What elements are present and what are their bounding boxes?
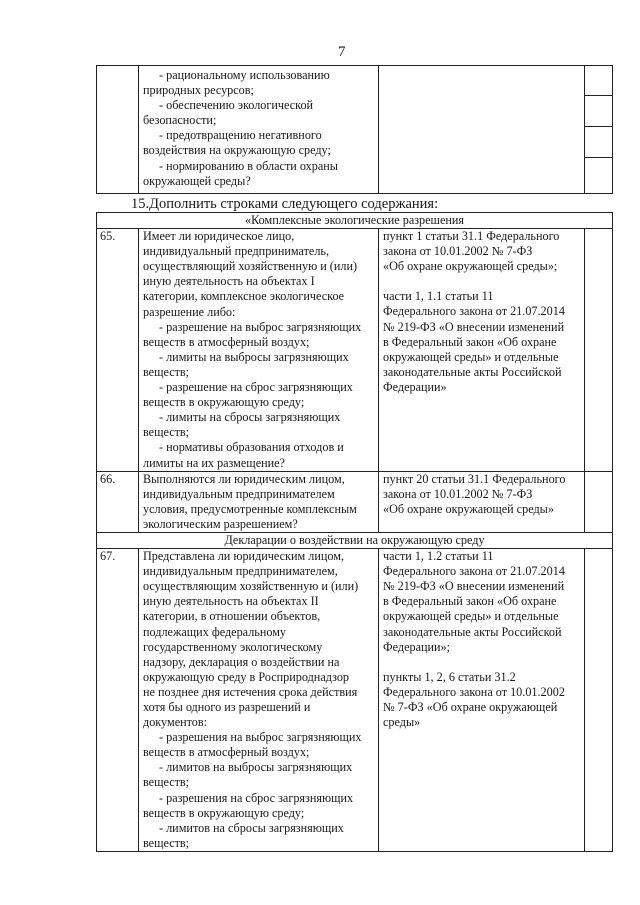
check-cell — [585, 549, 613, 852]
ref-line: окружающей среды» и отдельные — [383, 609, 559, 624]
q-line: - лимиты на сбросы загрязняющих — [159, 410, 341, 425]
top-line-1: - рациональному использованию — [159, 68, 330, 82]
top-line-8: окружающей среды? — [143, 173, 251, 188]
q-line: индивидуальным предпринимателем — [143, 486, 335, 501]
ref-line: Федерального закона от 21.07.2014 — [383, 564, 565, 579]
ref-gap — [383, 655, 580, 670]
question-cell — [139, 471, 379, 532]
table-row — [97, 549, 613, 852]
ref-gap — [383, 274, 580, 289]
top-line-2: природных ресурсов; — [143, 83, 254, 98]
ref-line: № 219-ФЗ «О внесении изменений — [383, 319, 565, 334]
q-line: государственному экологическому — [143, 639, 323, 654]
ref-line: закона от 10.01.2002 № 7-ФЗ — [383, 244, 533, 259]
top-line-7: - нормированию в области охраны — [159, 158, 338, 173]
ref-line: в Федеральный закон «Об охране — [383, 594, 557, 609]
ref-line: закона от 10.01.2002 № 7-ФЗ — [383, 486, 533, 501]
page-number: 7 — [338, 44, 346, 60]
q-line: - разрешения на выброс загрязняющих — [159, 730, 362, 745]
q-line: не позднее дня истечения срока действия — [143, 684, 358, 699]
row-number: 67. — [97, 549, 139, 852]
ref-line: законодательные акты Российской — [383, 364, 562, 379]
ref-line: окружающей среды» и отдельные — [383, 349, 559, 364]
ref-line: части 1, 1.2 статьи 11 — [383, 549, 494, 564]
check-cell — [585, 229, 613, 472]
q-line: окружающую среду в Росприроднадзор — [143, 669, 350, 684]
q-line: веществ; — [143, 775, 190, 790]
q-line: категории, в отношении объектов, — [143, 609, 321, 624]
main-table — [96, 212, 613, 852]
row-number: 66. — [97, 471, 139, 532]
q-line: веществ; — [143, 835, 190, 850]
ref-line: части 1, 1.1 статьи 11 — [383, 289, 494, 304]
top-table-check-cell-3 — [585, 127, 613, 158]
section-row-declarations — [97, 532, 613, 548]
ref-line: Федерального закона от 21.07.2014 — [383, 304, 565, 319]
q-line: лимиты на их размещение? — [143, 455, 285, 470]
q-line: экологическим разрешением? — [143, 516, 298, 531]
top-line-3: - обеспечению экологической — [159, 98, 314, 113]
q-line: веществ в атмосферный воздух; — [143, 745, 310, 760]
reference-cell — [379, 471, 585, 532]
q-line: разрешение либо: — [143, 304, 236, 319]
ref-line: Федерации»; — [383, 639, 451, 654]
q-line: веществ в окружающую среду; — [143, 805, 305, 820]
q-line: - разрешение на выброс загрязняющих — [159, 319, 362, 334]
q-line: - нормативы образования отходов и — [159, 440, 344, 455]
section-title-permits: «Комплексные экологические разрешения — [97, 213, 613, 229]
question-cell — [139, 229, 379, 472]
q-line: условия, предусмотренные комплексным — [143, 501, 357, 516]
q-line: - лимиты на выбросы загрязняющих — [159, 349, 349, 364]
q-line: документов: — [143, 715, 208, 730]
q-line: Выполняются ли юридическим лицом, — [143, 471, 345, 486]
q-line: иную деятельность на объектах II — [143, 594, 319, 609]
check-cell — [585, 471, 613, 532]
table-row — [97, 229, 613, 472]
q-line: веществ; — [143, 364, 190, 379]
top-table-check-cell-4 — [585, 158, 613, 194]
top-line-6: воздействия на окружающую среду; — [143, 143, 331, 158]
ref-line: в Федеральный закон «Об охране — [383, 334, 557, 349]
top-table-ref-cell — [379, 66, 585, 194]
top-line-5: - предотвращению негативного — [159, 128, 322, 143]
ref-line: «Об охране окружающей среды» — [383, 501, 554, 516]
q-line: веществ в окружающую среду; — [143, 395, 305, 410]
q-line: надзору, декларация о воздействии на — [143, 654, 340, 669]
section-row-permits — [97, 213, 613, 229]
top-table-check-cell-2 — [585, 96, 613, 127]
section-heading: 15.Дополнить строками следующего содержания: — [131, 196, 439, 212]
top-table-text-cell — [139, 66, 379, 194]
row-number: 65. — [97, 229, 139, 472]
question-cell — [139, 549, 379, 852]
table-row — [97, 471, 613, 532]
ref-line: № 219-ФЗ «О внесении изменений — [383, 579, 565, 594]
q-line: - разрешения на сброс загрязняющих — [159, 790, 354, 805]
ref-line: пункт 20 статьи 31.1 Федерального — [383, 471, 566, 486]
q-line: веществ в атмосферный воздух; — [143, 334, 310, 349]
ref-line: пункты 1, 2, 6 статьи 31.2 — [383, 669, 516, 684]
top-table-check-cell-1 — [585, 66, 613, 96]
q-line: категории, комплексное экологическое — [143, 289, 345, 304]
q-line: индивидуальный предприниматель, — [143, 244, 330, 259]
q-line: - лимитов на сбросы загрязняющих — [159, 820, 344, 835]
q-line: подлежащих федеральному — [143, 624, 287, 639]
ref-line: пункт 1 статьи 31.1 Федерального — [383, 229, 560, 244]
q-line: хотя бы одного из разрешений и — [143, 700, 311, 714]
top-table — [96, 65, 613, 194]
q-line: иную деятельность на объектах I — [143, 274, 315, 289]
ref-line: среды» — [383, 715, 421, 729]
ref-line: «Об охране окружающей среды»; — [383, 259, 558, 274]
q-line: осуществляющим хозяйственную и (или) — [143, 579, 359, 594]
reference-cell — [379, 229, 585, 472]
q-line: индивидуальным предпринимателем, — [143, 564, 338, 579]
ref-line: Федерации» — [383, 379, 447, 394]
ref-line: Федерального закона от 10.01.2002 — [383, 684, 565, 699]
top-table-num-cell — [97, 66, 139, 194]
q-line: Имеет ли юридическое лицо, — [143, 229, 295, 244]
top-line-4: безопасности; — [143, 113, 217, 128]
q-line: - лимитов на выбросы загрязняющих — [159, 760, 353, 775]
q-line: осуществляющий хозяйственную и (или) — [143, 259, 358, 274]
q-line: Представлена ли юридическим лицом, — [143, 549, 344, 564]
ref-line: законодательные акты Российской — [383, 624, 562, 639]
ref-line: № 7-ФЗ «Об охране окружающей — [383, 699, 558, 714]
q-line: веществ; — [143, 425, 190, 440]
reference-cell — [379, 549, 585, 852]
q-line: - разрешение на сброс загрязняющих — [159, 380, 353, 395]
section-title-declarations: Декларации о воздействии на окружающую среду — [97, 532, 613, 548]
